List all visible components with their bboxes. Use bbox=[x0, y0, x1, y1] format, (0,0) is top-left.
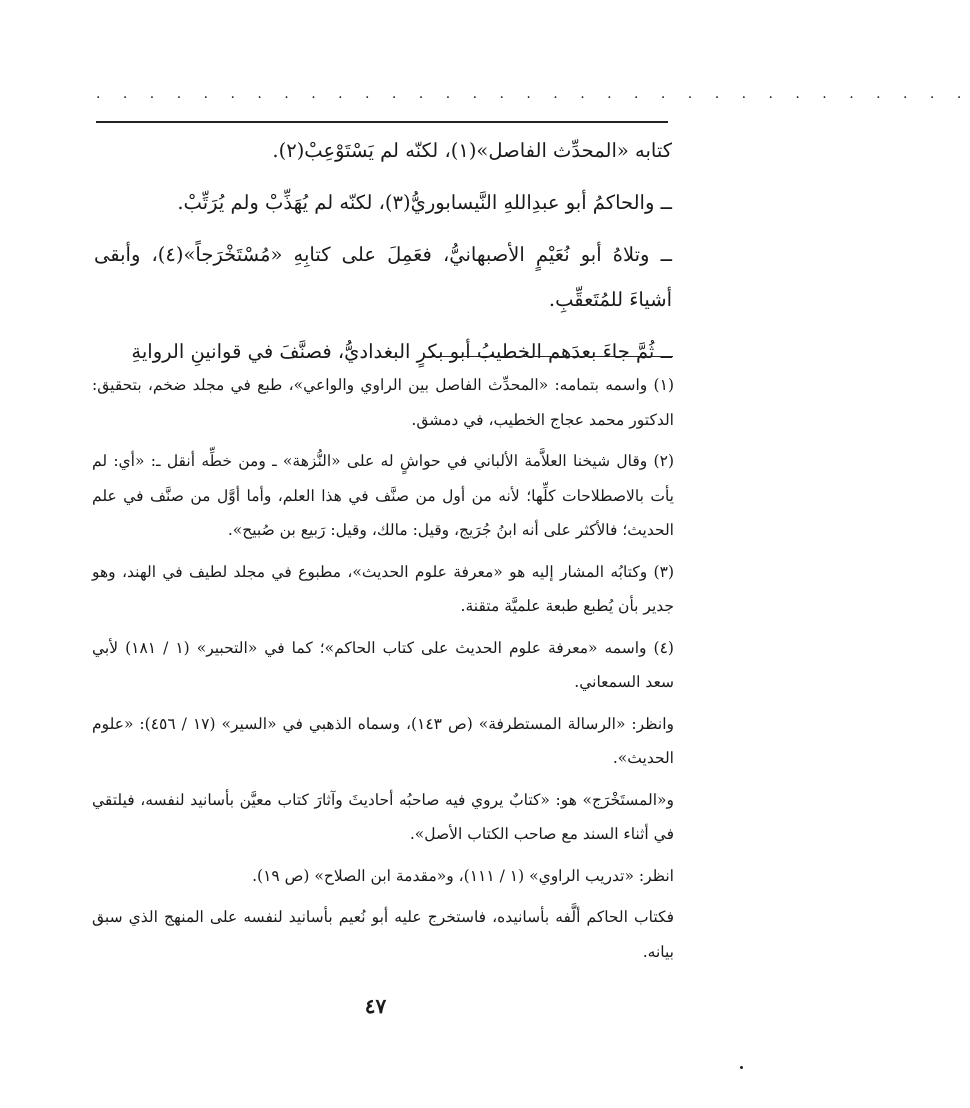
footnote: (٣) وكتابُه المشار إليه هو «معرفة علوم الحديث»، مطبوع في مجلد لطيف في الهند، وهو جدير بأن يُطبع طبعة علميَّة متقنة. bbox=[92, 562, 674, 615]
page-number: ٤٧ bbox=[364, 994, 387, 1018]
footnote: فكتاب الحاكم ألَّفه بأسانيده، فاستخرج عليه أبو نُعيم بأسانيد لنفسه على المنهج الذي سبق بيانه. bbox=[92, 908, 674, 961]
footnote: وانظر: «الرسالة المستطرفة» (ص ١٤٣)، وسماه الذهبي في «السير» (١٧ / ٤٥٦): «علوم الحديث». bbox=[92, 714, 675, 767]
header-dotted-line: . . . . . . . . . . . . . . . . . . . . . . . . . . . . . . . . . bbox=[96, 86, 970, 102]
scan-mark bbox=[740, 1066, 743, 1069]
footnote: (٤) واسمه «معرفة علوم الحديث على كتاب الحاكم»؛ كما في «التحبير» (١ / ١٨١) لأبي سعد السمعاني. bbox=[92, 638, 674, 691]
footnotes bbox=[92, 368, 674, 976]
footnote-separator bbox=[430, 356, 673, 357]
body-paragraph: ــ وتلاهُ أبو نُعَيْمٍ الأصبهانيُّ، فعَمِلَ على كتابِهِ «مُسْتَخْرَجاً»(٤)، وأبقى أشياءَ للمُتَعقِّبِ. bbox=[94, 243, 672, 311]
body-paragraph: ــ ثُمَّ جاءَ بعدَهم الخطيبُ أبو بكرٍ البغداديُّ، فصنَّفَ في قوانينِ الروايةِ bbox=[131, 340, 672, 363]
body-paragraph: كتابه «المحدِّث الفاصل»(١)، لكنّه لم يَسْتَوْعِبْ(٢). bbox=[272, 139, 672, 162]
footnote: (٢) وقال شيخنا العلاَّمة الألباني في حواشٍ له على «النُّزهة» ـ ومن خطِّه أنقل ـ: «أي: لم يأت بالاصطلاحات كلِّها؛ لأنه من أول من صنَّف في هذا العلم، وأما أوَّل من صنَّف في علم الحديث؛ فالأكثر على أنه ابنُ جُرَيج، وقيل: مالك، وقيل: رَبيع بن صُبيح». bbox=[92, 452, 674, 539]
header-rule bbox=[96, 121, 668, 123]
body-paragraph: ــ والحاكمُ أبو عبدِاللهِ النَّيسابوريُّ(٣)، لكنّه لم يُهَذِّبْ ولم يُرَتِّبْ. bbox=[177, 191, 672, 214]
footnote: (١) واسمه بتمامه: «المحدِّث الفاصل بين الراوي والواعي»، طبع في مجلد ضخم، بتحقيق: الدكتور محمد عجاج الخطيب، في دمشق. bbox=[92, 376, 674, 429]
footnote: انظر: «تدريب الراوي» (١ / ١١١)، و«مقدمة ابن الصلاح» (ص ١٩). bbox=[252, 866, 674, 885]
main-text bbox=[94, 128, 672, 374]
footnote: و«المستَخْرَج» هو: «كتابٌ يروي فيه صاحبُه أحاديثَ وآثارَ كتاب معيَّن بأسانيد لنفسه، فيلتقي في أثناء السند مع صاحب الكتاب الأصل». bbox=[92, 790, 674, 843]
